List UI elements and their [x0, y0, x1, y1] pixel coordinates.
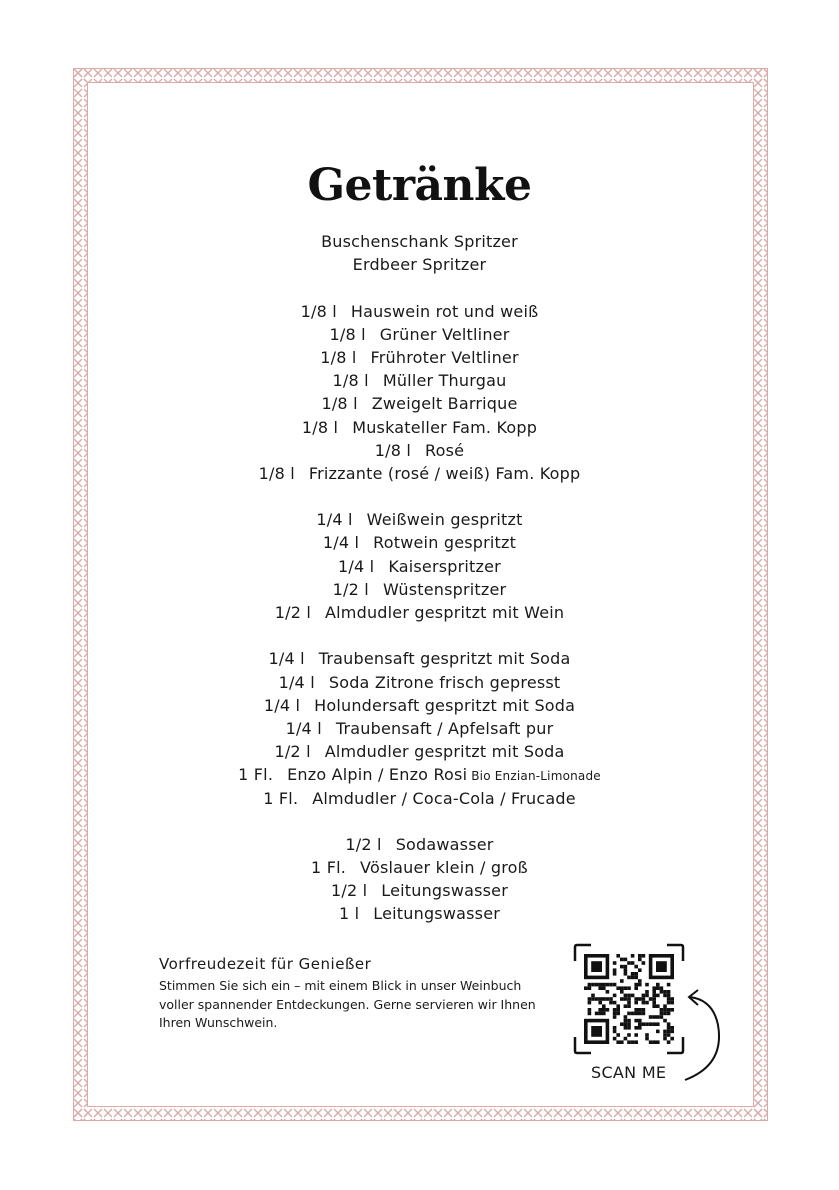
scan-me-label: SCAN ME — [591, 1063, 667, 1082]
menu-item — [0, 601, 839, 624]
item-name: Almdudler / Coca-Cola / Frucade — [312, 788, 576, 808]
menu-item — [0, 439, 839, 462]
item-quantity: 1/2 l — [345, 834, 382, 854]
item-name: Vöslauer klein / groß — [360, 858, 528, 878]
menu-item — [0, 787, 839, 810]
item-note: Bio Enzian-Limonade — [467, 769, 601, 784]
group-spacer — [0, 624, 839, 647]
item-quantity: 1/4 l — [338, 556, 375, 576]
menu-item — [0, 717, 839, 740]
item-quantity: 1/2 l — [332, 579, 369, 599]
item-name: Leitungswasser — [381, 881, 509, 901]
item-quantity: 1/2 l — [330, 881, 368, 901]
menu-item — [0, 230, 839, 253]
group-spacer — [0, 810, 839, 833]
item-name: Rosé — [425, 440, 465, 460]
menu-item — [0, 879, 839, 902]
menu-item — [0, 531, 839, 554]
menu-item — [0, 392, 839, 415]
menu-item — [0, 416, 839, 439]
page-title: Getränke — [307, 160, 532, 211]
menu-item — [0, 902, 839, 925]
item-quantity: 1/8 l — [258, 463, 295, 483]
item-quantity: 1/8 l — [320, 347, 357, 367]
item-quantity: 1 l — [338, 904, 360, 924]
item-name: Traubensaft gespritzt mit Soda — [318, 649, 571, 669]
menu-item — [0, 578, 839, 601]
group-spacer — [0, 276, 839, 299]
item-name: Soda Zitrone frisch gepresst — [328, 672, 561, 692]
group-spacer — [0, 485, 839, 508]
item-name: Leitungswasser — [373, 904, 501, 924]
item-quantity: 1/8 l — [321, 394, 358, 414]
item-name: Almdudler gespritzt mit Soda — [324, 742, 565, 762]
item-quantity: 1/2 l — [274, 603, 312, 622]
menu-item — [0, 323, 839, 346]
item-quantity: 1/4 l — [322, 533, 360, 553]
item-quantity: 1/4 l — [285, 718, 322, 738]
menu-item — [0, 346, 839, 369]
item-name: Muskateller Fam. Kopp — [352, 417, 538, 437]
item-name: Rotwein gespritzt — [373, 533, 517, 553]
curved-arrow-icon — [680, 985, 730, 1085]
item-name: Hauswein rot und weiß — [350, 301, 539, 321]
item-quantity: 1 Fl. — [263, 788, 299, 808]
menu-item — [0, 462, 839, 485]
menu-item — [0, 856, 839, 879]
item-name: Grüner Veltliner — [379, 324, 510, 344]
menu-item — [0, 763, 839, 786]
menu-item — [0, 647, 839, 670]
item-name: Weißwein gespritzt — [366, 510, 523, 530]
item-name: Erdbeer Spritzer — [352, 255, 487, 275]
item-name: Buschenschank Spritzer — [321, 232, 518, 251]
qr-code-icon[interactable] — [573, 943, 685, 1055]
item-quantity: 1 Fl. — [311, 858, 347, 878]
menu-item — [0, 253, 839, 276]
footer-note — [159, 955, 549, 1033]
item-name: Frizzante (rosé / weiß) Fam. Kopp — [308, 463, 581, 483]
item-name: Traubensaft / Apfelsaft pur — [335, 718, 554, 738]
item-name: Frühroter Veltliner — [370, 347, 519, 367]
item-name: Enzo Alpin / Enzo Rosi — [287, 765, 468, 785]
menu-item — [0, 508, 839, 531]
menu-item — [0, 369, 839, 392]
item-name: Holundersaft gespritzt mit Soda — [314, 695, 576, 715]
item-quantity: 1/8 l — [300, 301, 337, 321]
menu-item — [0, 300, 839, 323]
item-quantity: 1/4 l — [278, 672, 315, 692]
item-quantity: 1/8 l — [374, 440, 412, 460]
item-name: Kaiserspritzer — [388, 556, 501, 576]
menu-item — [0, 671, 839, 694]
menu-item — [0, 833, 839, 856]
menu-item — [0, 555, 839, 578]
item-quantity: 1/8 l — [301, 417, 339, 437]
item-quantity: 1/2 l — [274, 742, 311, 762]
drinks-menu — [0, 230, 839, 926]
item-name: Müller Thurgau — [382, 371, 507, 391]
item-quantity: 1/4 l — [263, 695, 301, 715]
item-name: Sodawasser — [395, 834, 494, 854]
menu-item — [0, 694, 839, 717]
item-quantity: 1/4 l — [268, 649, 305, 669]
item-quantity: 1/4 l — [316, 510, 353, 530]
item-name: Zweigelt Barrique — [371, 394, 518, 414]
item-quantity: 1 Fl. — [238, 765, 274, 785]
footer-heading: Vorfreudezeit für Genießer — [159, 955, 372, 973]
footer-text: Stimmen Sie sich ein – mit einem Blick in unser Weinbuch voller spannender Entdeckungen. Gerne servieren wir Ihnen Ihren Wunschwein. — [159, 978, 536, 1030]
item-quantity: 1/8 l — [332, 371, 369, 391]
item-quantity: 1/8 l — [329, 324, 366, 344]
item-name: Almdudler gespritzt mit Wein — [325, 603, 565, 622]
item-name: Wüstenspritzer — [382, 579, 507, 599]
menu-item — [0, 740, 839, 763]
